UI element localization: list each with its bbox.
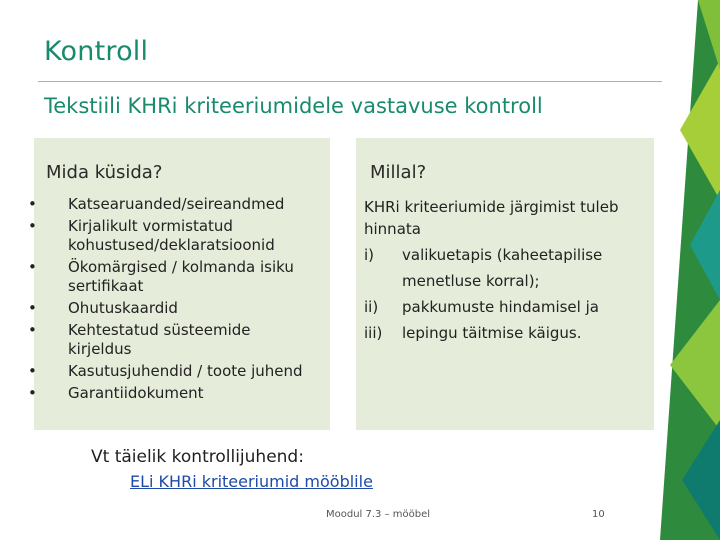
step-item [364, 294, 654, 320]
footer-text: Moodul 7.3 – mööbel [326, 509, 431, 520]
title-divider [38, 81, 662, 82]
slide-title: Kontroll [44, 36, 149, 67]
intro-text [364, 196, 654, 240]
list-item [28, 195, 334, 214]
slide-subtitle: Tekstiili KHRi kriteeriumidele vastavuse kontroll [44, 94, 543, 118]
list-item-text: Kehtestatud süsteemide [68, 321, 251, 339]
list-item [28, 299, 334, 318]
step-number: iii) [364, 324, 383, 342]
decorative-triangles [660, 0, 720, 540]
bullet-icon: • [28, 321, 37, 339]
intro-line: KHRi kriteeriumide järgimist tuleb [364, 198, 619, 216]
step-item [364, 320, 654, 346]
list-item [28, 362, 334, 381]
bullet-icon: • [28, 195, 37, 213]
guide-link[interactable]: ELi KHRi kriteeriumid mööblile [130, 472, 373, 491]
list-item-text: Kasutusjuhendid / toote juhend [68, 362, 303, 380]
list-item-text: Ökomärgised / kolmanda isiku [68, 258, 294, 276]
intro-line: hinnata [364, 220, 421, 238]
bullet-icon: • [28, 299, 37, 317]
list-item-text: Ohutuskaardid [68, 299, 178, 317]
step-number: i) [364, 246, 375, 264]
list-item-text: kirjeldus [68, 340, 132, 358]
step-number: ii) [364, 298, 379, 316]
bullet-icon: • [28, 384, 37, 402]
list-item [28, 258, 334, 296]
right-panel-body [364, 196, 654, 346]
bullet-icon: • [28, 217, 37, 235]
bullet-list [28, 195, 334, 406]
right-panel-heading: Millal? [370, 162, 427, 183]
step-item [364, 242, 654, 294]
list-item-text: Kirjalikult vormistatud [68, 217, 233, 235]
step-text: pakkumuste hindamisel ja [402, 298, 599, 316]
step-text: menetluse korral); [402, 272, 540, 290]
list-item-text: kohustused/deklaratsioonid [68, 236, 275, 254]
step-text: lepingu täitmise käigus. [402, 324, 582, 342]
list-item [28, 217, 334, 255]
right-panel [356, 138, 654, 430]
list-item-text: Garantiidokument [68, 384, 204, 402]
page-number: 10 [592, 509, 605, 520]
list-item-text: Katsearuanded/seireandmed [68, 195, 285, 213]
left-panel-heading: Mida küsida? [46, 162, 163, 183]
step-text: valikuetapis (kaheetapilise [402, 246, 603, 264]
bullet-icon: • [28, 362, 37, 380]
list-item [28, 384, 334, 403]
bullet-icon: • [28, 258, 37, 276]
list-item [28, 321, 334, 359]
left-panel [28, 138, 330, 430]
reference-label: Vt täielik kontrollijuhend: [91, 447, 304, 467]
list-item-text: sertifikaat [68, 277, 144, 295]
